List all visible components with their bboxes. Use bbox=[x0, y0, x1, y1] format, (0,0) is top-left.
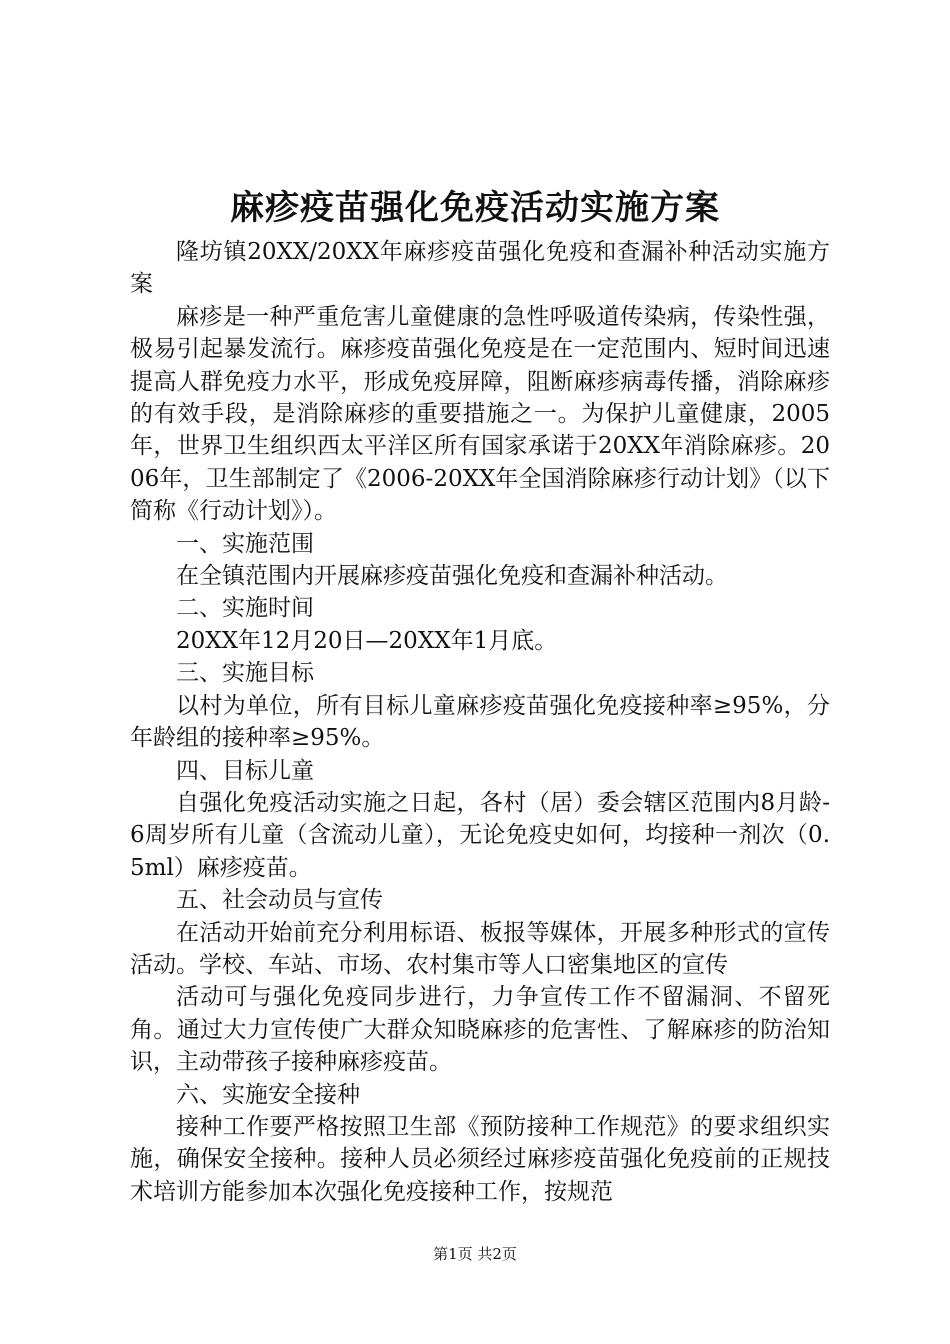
paragraph-scope: 在全镇范围内开展麻疹疫苗强化免疫和查漏补种活动。 bbox=[176, 563, 728, 590]
paragraph-goal: 以村为单位，所有目标儿童麻疹疫苗强化免疫接种率≥95%，分年龄组的接种率≥95%。 bbox=[130, 692, 830, 752]
paragraph-intro: 隆坊镇20XX/20XX年麻疹疫苗强化免疫和查漏补种活动实施方案 bbox=[130, 239, 830, 298]
document-body bbox=[130, 236, 830, 1208]
paragraph-mobilization: 在活动开始前充分利用标语、板报等媒体，开展多种形式的宣传活动。学校、车站、市场、农村集市等人口密集地区的宣传 bbox=[130, 919, 830, 978]
paragraph-safe-vaccination: 接种工作要严格按照卫生部《预防接种工作规范》的要求组织实施，确保安全接种。接种人员必须经过麻疹疫苗强化免疫前的正规技术培训方能参加本次强化免疫接种工作，按规范 bbox=[130, 1113, 830, 1205]
section-heading-scope: 一、实施范围 bbox=[176, 530, 314, 557]
section-heading-goal: 三、实施目标 bbox=[176, 660, 314, 687]
section-heading-time: 二、实施时间 bbox=[176, 595, 314, 622]
section-heading-safe-vaccination: 六、实施安全接种 bbox=[176, 1081, 360, 1108]
section-heading-mobilization: 五、社会动员与宣传 bbox=[176, 887, 383, 914]
paragraph-time: 20XX年12月20日—20XX年1月底。 bbox=[176, 627, 558, 654]
section-heading-target-children: 四、目标儿童 bbox=[176, 757, 314, 784]
paragraph-target-children: 自强化免疫活动实施之日起，各村（居）委会辖区范围内8月龄-6周岁所有儿童（含流动儿童），无论免疫史如何，均接种一剂次（0.5ml）麻疹疫苗。 bbox=[130, 789, 830, 881]
page-number-footer: 第1页 共2页 bbox=[433, 1245, 517, 1263]
paragraph-mobilization-continued: 活动可与强化免疫同步进行，力争宣传工作不留漏洞、不留死角。通过大力宣传使广大群众知晓麻疹的危害性、了解麻疹的防治知识，主动带孩子接种麻疹疫苗。 bbox=[130, 984, 830, 1076]
document-title: 麻疹疫苗强化免疫活动实施方案 bbox=[230, 188, 720, 228]
paragraph-background: 麻疹是一种严重危害儿童健康的急性呼吸道传染病，传染性强，极易引起暴发流行。麻疹疫苗强化免疫是在一定范围内、短时间迅速提高人群免疫力水平，形成免疫屏障，阻断麻疹病毒传播，消除麻疹的有效手段，是消除麻疹的重要措施之一。为保护儿童健康，2005年，世界卫生组织西太平洋区所有国家承诺于20XX年消除麻疹。2006年，卫生部制定了《2006-20XX年全国消除麻疹行动计划》（以下简称《行动计划》）。 bbox=[130, 303, 830, 525]
